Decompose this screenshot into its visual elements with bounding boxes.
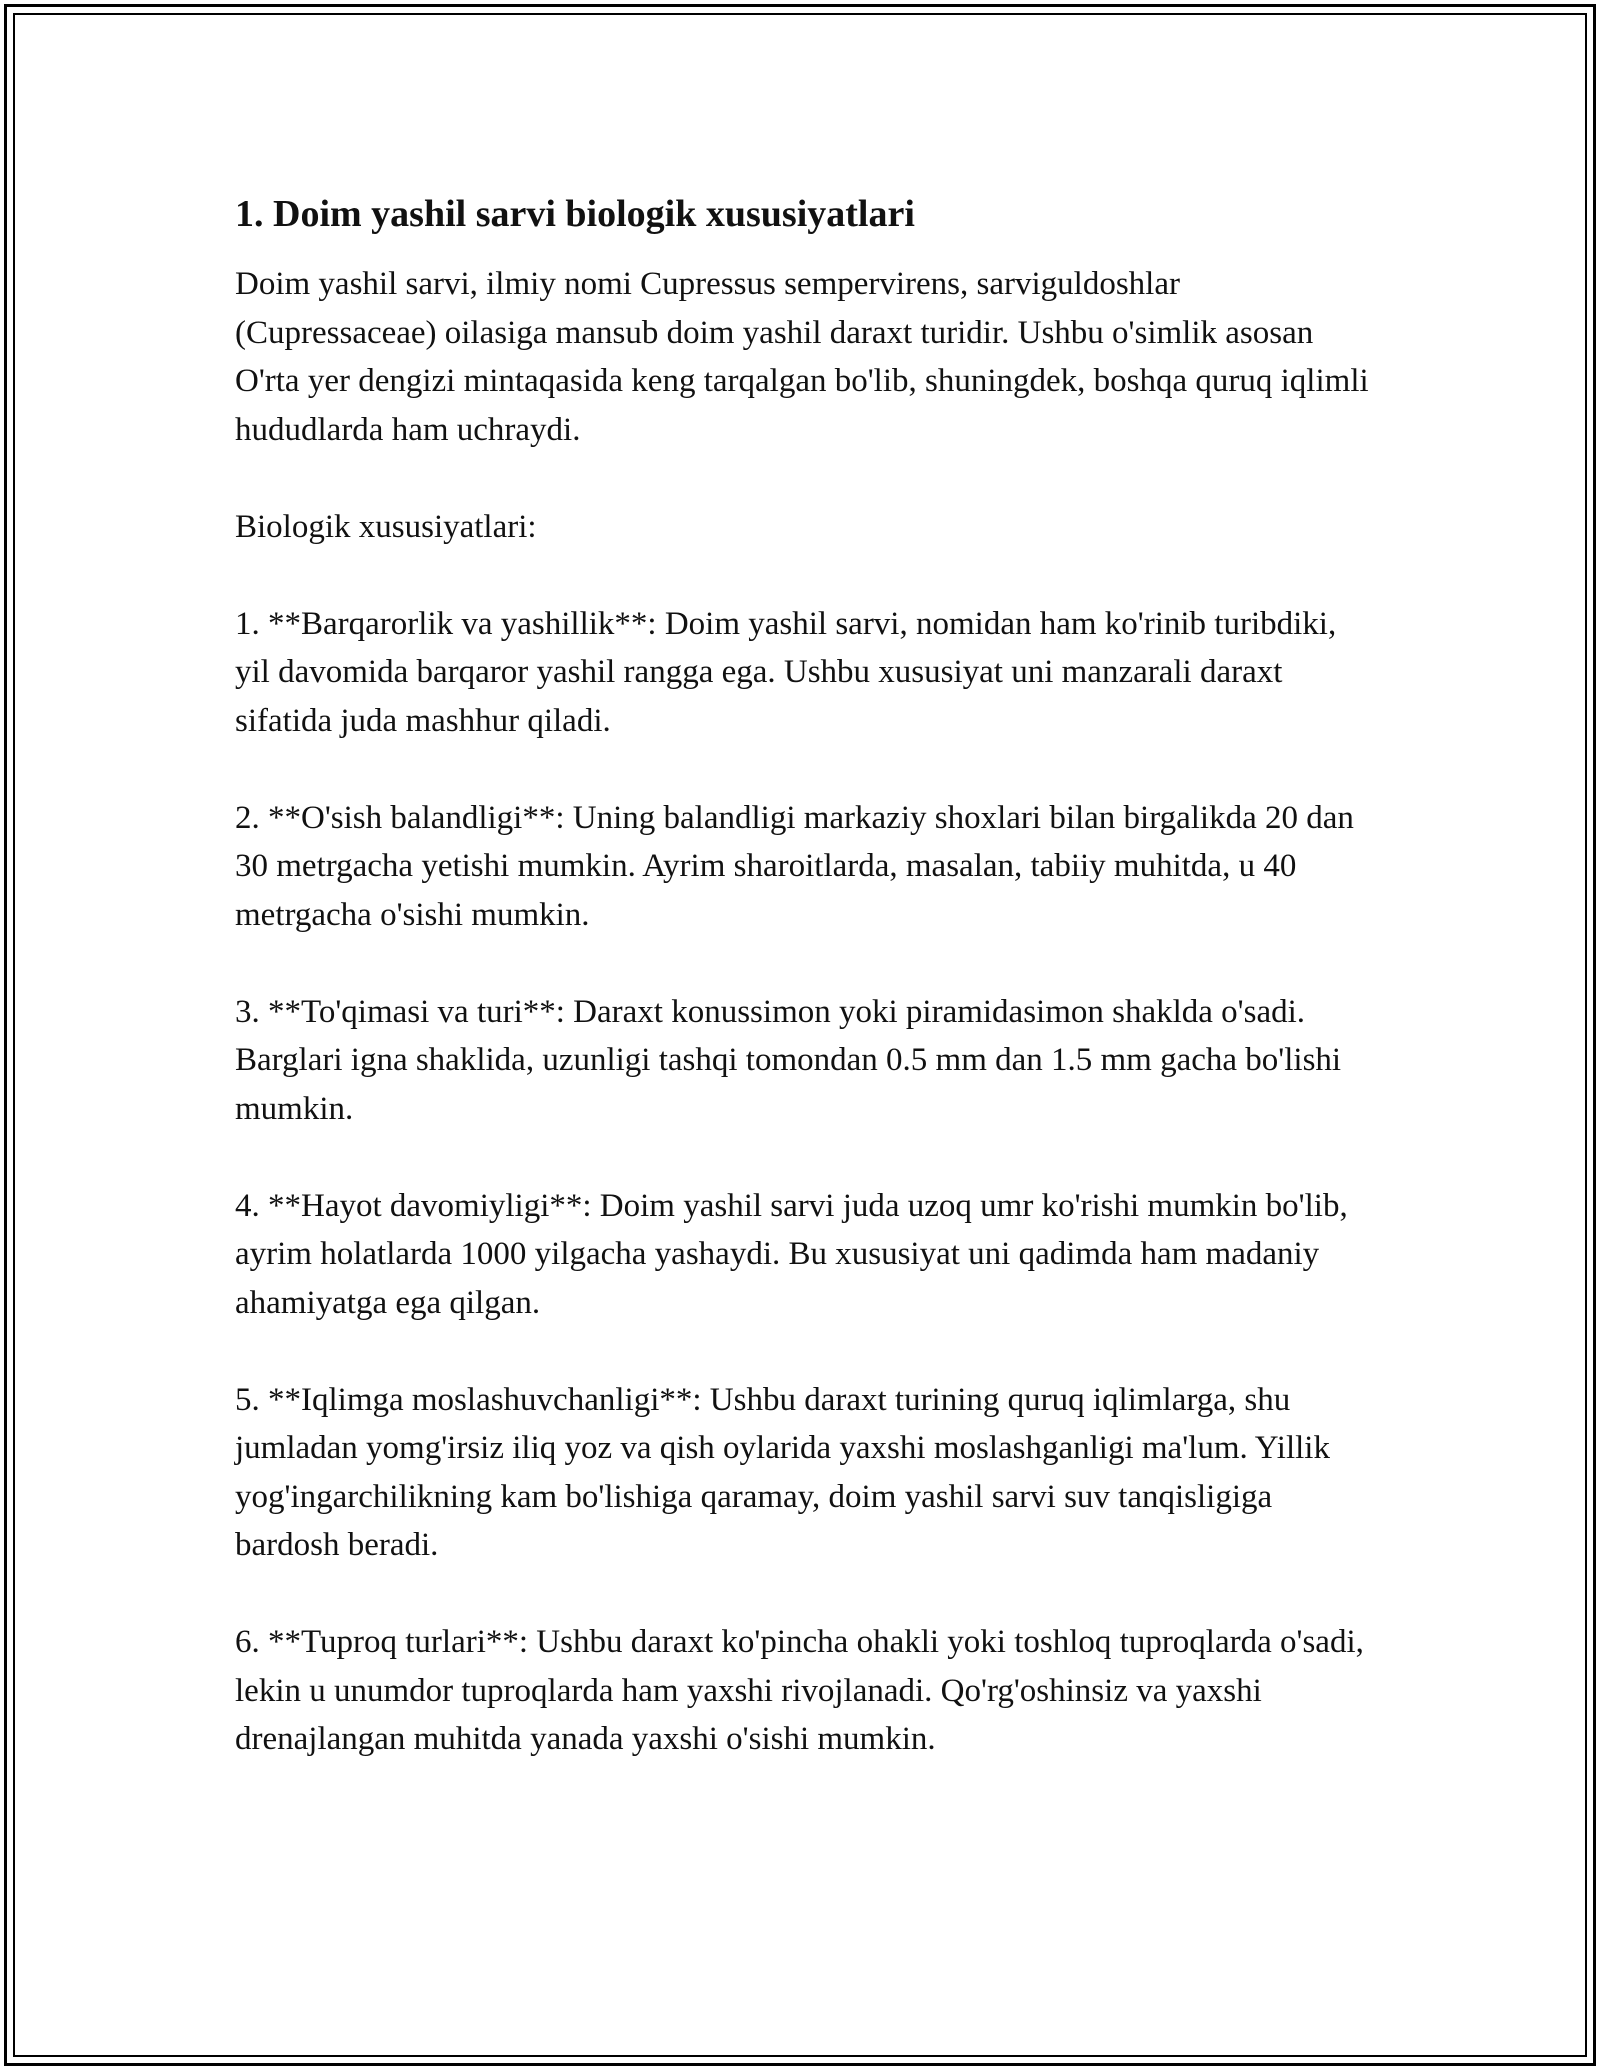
list-item: 6. **Tuproq turlari**: Ushbu daraxt ko'pincha ohakli yoki toshloq tuproqlarda o'sadi, lekin u unumdor tuproqlarda ham yaxshi rivojlanadi. Qo'rg'oshinsiz va yaxshi drenajlangan muhitda yanada yaxshi o'sishi mumkin. bbox=[235, 1624, 1364, 1757]
document-title: 1. Doim yashil sarvi biologik xususiyatlari bbox=[235, 193, 915, 235]
list-item: 3. **To'qimasi va turi**: Daraxt konussimon yoki piramidasimon shaklda o'sadi. Barglari igna shaklida, uzunligi tashqi tomondan 0.5 mm dan 1.5 mm gacha bo'lishi mumkin. bbox=[235, 993, 1342, 1127]
intro-paragraph: Doim yashil sarvi, ilmiy nomi Cupressus sempervirens, sarviguldoshlar (Cupressaceae) oilasiga mansub doim yashil daraxt turidir. Ushbu o'simlik asosan O'rta yer dengizi mintaqasida keng tarqalgan bo'lib, shuningdek, boshqa quruq iqlimli hududlarda ham uchraydi. bbox=[235, 266, 1369, 448]
document-body bbox=[235, 188, 1375, 1812]
section-heading: Biologik xususiyatlari: bbox=[235, 508, 537, 545]
list-item: 2. **O'sish balandligi**: Uning balandligi markaziy shoxlari bilan birgalikda 20 dan 30 metrgacha yetishi mumkin. Ayrim sharoitlarda, masalan, tabiiy muhitda, u 40 metrgacha o'sishi mumkin. bbox=[235, 799, 1354, 933]
list-item: 4. **Hayot davomiyligi**: Doim yashil sarvi juda uzoq umr ko'rishi mumkin bo'lib, ayrim holatlarda 1000 yilgacha yashaydi. Bu xususiyat uni qadimda ham madaniy ahamiyatga ega qilgan. bbox=[235, 1187, 1348, 1321]
list-item: 5. **Iqlimga moslashuvchanligi**: Ushbu daraxt turining quruq iqlimlarga, shu jumladan yomg'irsiz iliq yoz va qish oylarida yaxshi moslashganligi ma'lum. Yillik yog'ingarchilikning kam bo'lishiga qaramay, doim yashil sarvi suv tanqisligiga bardosh beradi. bbox=[235, 1381, 1330, 1563]
list-item: 1. **Barqarorlik va yashillik**: Doim yashil sarvi, nomidan ham ko'rinib turibdiki, yil davomida barqaror yashil rangga ega. Ushbu xususiyat uni manzarali daraxt sifatida juda mashhur qiladi. bbox=[235, 605, 1337, 739]
